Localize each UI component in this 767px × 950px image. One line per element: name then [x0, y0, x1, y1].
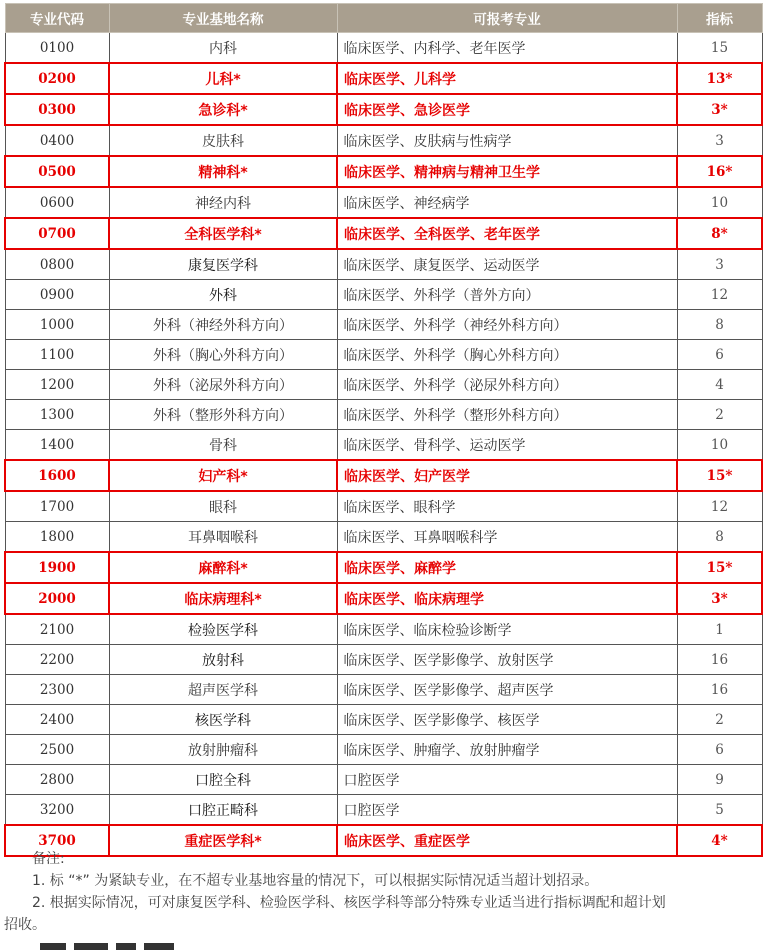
cell-spec: 临床医学、医学影像学、超声医学	[337, 675, 677, 705]
cell-spec: 临床医学、康复医学、运动医学	[337, 249, 677, 280]
cell-quota: 15	[677, 33, 762, 64]
cell-name: 康复医学科	[109, 249, 337, 280]
cell-name: 外科（神经外科方向）	[109, 310, 337, 340]
cell-name: 皮肤科	[109, 125, 337, 156]
cell-code: 1200	[5, 370, 109, 400]
notes	[4, 848, 761, 936]
cell-code: 2200	[5, 645, 109, 675]
cell-spec: 临床医学、肿瘤学、放射肿瘤学	[337, 735, 677, 765]
cell-spec: 临床医学、外科学（神经外科方向）	[337, 310, 677, 340]
cell-quota: 3*	[677, 94, 762, 125]
cell-quota: 16*	[677, 156, 762, 187]
cell-quota: 3*	[677, 583, 762, 614]
cell-name: 骨科	[109, 430, 337, 461]
cell-name: 超声医学科	[109, 675, 337, 705]
cell-spec: 临床医学、临床检验诊断学	[337, 614, 677, 645]
cell-spec: 临床医学、外科学（胸心外科方向）	[337, 340, 677, 370]
cell-quota: 10	[677, 430, 762, 461]
cell-code: 3700	[5, 825, 109, 856]
table-body	[5, 33, 762, 857]
cell-spec: 临床医学、医学影像学、核医学	[337, 705, 677, 735]
cell-quota: 16	[677, 675, 762, 705]
cell-spec: 临床医学、眼科学	[337, 491, 677, 522]
cell-code: 1900	[5, 552, 109, 583]
cell-code: 1000	[5, 310, 109, 340]
cell-quota: 4	[677, 370, 762, 400]
note-2-line-2: 招收。	[4, 917, 46, 933]
note-2-line-1: 2. 根据实际情况，可对康复医学科、检验医学科、核医学科等部分特殊专业适当进行指标调配和超计划	[32, 895, 666, 911]
notes-title: 备注:	[32, 851, 65, 867]
cell-spec: 临床医学、耳鼻咽喉科学	[337, 522, 677, 553]
cell-code: 0300	[5, 94, 109, 125]
table-row	[5, 187, 762, 218]
cell-code: 1300	[5, 400, 109, 430]
cell-spec: 临床医学、内科学、老年医学	[337, 33, 677, 64]
cell-code: 1700	[5, 491, 109, 522]
note-1: 1. 标 “*” 为紧缺专业，在不超专业基地容量的情况下，可以根据实际情况适当超计划招录。	[32, 873, 599, 889]
cell-code: 0900	[5, 280, 109, 310]
table-row	[5, 400, 762, 430]
cell-quota: 8	[677, 522, 762, 553]
cell-name: 检验医学科	[109, 614, 337, 645]
cell-name: 放射科	[109, 645, 337, 675]
table-header-row	[5, 4, 762, 33]
table-row	[5, 675, 762, 705]
cell-name: 放射肿瘤科	[109, 735, 337, 765]
cell-name: 口腔全科	[109, 765, 337, 795]
quota-table	[4, 3, 763, 857]
table-row	[5, 552, 762, 583]
table-row	[5, 340, 762, 370]
cell-quota: 1	[677, 614, 762, 645]
table-row	[5, 125, 762, 156]
table-row	[5, 460, 762, 491]
cell-quota: 5	[677, 795, 762, 826]
header-quota: 指标	[677, 4, 762, 33]
cell-code: 1600	[5, 460, 109, 491]
cell-spec: 临床医学、重症医学	[337, 825, 677, 856]
table-row	[5, 249, 762, 280]
cell-name: 临床病理科*	[109, 583, 337, 614]
cell-spec: 临床医学、临床病理学	[337, 583, 677, 614]
cell-code: 0800	[5, 249, 109, 280]
cell-name: 急诊科*	[109, 94, 337, 125]
cell-spec: 口腔医学	[337, 765, 677, 795]
cell-quota: 6	[677, 340, 762, 370]
cell-name: 麻醉科*	[109, 552, 337, 583]
table-row	[5, 614, 762, 645]
cell-quota: 12	[677, 491, 762, 522]
cell-quota: 2	[677, 705, 762, 735]
cell-code: 0200	[5, 63, 109, 94]
table-row	[5, 491, 762, 522]
table-row	[5, 370, 762, 400]
cell-name: 口腔正畸科	[109, 795, 337, 826]
table-row	[5, 645, 762, 675]
cell-spec: 临床医学、外科学（普外方向）	[337, 280, 677, 310]
cell-spec: 临床医学、神经病学	[337, 187, 677, 218]
table-row	[5, 430, 762, 461]
cell-quota: 8	[677, 310, 762, 340]
cell-quota: 12	[677, 280, 762, 310]
cell-name: 重症医学科*	[109, 825, 337, 856]
table-row	[5, 795, 762, 826]
cell-code: 1100	[5, 340, 109, 370]
cell-quota: 6	[677, 735, 762, 765]
cell-name: 精神科*	[109, 156, 337, 187]
cell-code: 0600	[5, 187, 109, 218]
cell-name: 外科（整形外科方向）	[109, 400, 337, 430]
cell-name: 儿科*	[109, 63, 337, 94]
cell-quota: 8*	[677, 218, 762, 249]
cell-code: 0700	[5, 218, 109, 249]
cell-code: 3200	[5, 795, 109, 826]
cell-spec: 临床医学、全科医学、老年医学	[337, 218, 677, 249]
cell-name: 外科	[109, 280, 337, 310]
table-row	[5, 705, 762, 735]
table-row	[5, 735, 762, 765]
cell-name: 眼科	[109, 491, 337, 522]
cell-code: 1400	[5, 430, 109, 461]
cell-quota: 3	[677, 249, 762, 280]
table-row	[5, 33, 762, 64]
cell-quota: 15*	[677, 460, 762, 491]
cell-spec: 临床医学、医学影像学、放射医学	[337, 645, 677, 675]
cell-name: 内科	[109, 33, 337, 64]
cell-spec: 临床医学、急诊医学	[337, 94, 677, 125]
cell-name: 妇产科*	[109, 460, 337, 491]
cell-spec: 临床医学、儿科学	[337, 63, 677, 94]
cell-name: 全科医学科*	[109, 218, 337, 249]
cell-code: 0500	[5, 156, 109, 187]
cell-quota: 9	[677, 765, 762, 795]
cell-quota: 13*	[677, 63, 762, 94]
cell-code: 2500	[5, 735, 109, 765]
cell-spec: 口腔医学	[337, 795, 677, 826]
cell-spec: 临床医学、妇产医学	[337, 460, 677, 491]
cell-spec: 临床医学、麻醉学	[337, 552, 677, 583]
cell-name: 外科（胸心外科方向）	[109, 340, 337, 370]
cell-code: 2800	[5, 765, 109, 795]
header-spec: 可报考专业	[337, 4, 677, 33]
cell-quota: 10	[677, 187, 762, 218]
table-row	[5, 156, 762, 187]
cell-code: 0400	[5, 125, 109, 156]
table-row	[5, 583, 762, 614]
cell-code: 1800	[5, 522, 109, 553]
cell-name: 外科（泌尿外科方向）	[109, 370, 337, 400]
header-code: 专业代码	[5, 4, 109, 33]
table-row	[5, 765, 762, 795]
cell-quota: 15*	[677, 552, 762, 583]
cell-code: 2400	[5, 705, 109, 735]
cell-name: 耳鼻咽喉科	[109, 522, 337, 553]
cutoff-text-fragment	[40, 938, 260, 950]
table-row	[5, 310, 762, 340]
cell-name: 神经内科	[109, 187, 337, 218]
cell-quota: 3	[677, 125, 762, 156]
table-row	[5, 218, 762, 249]
cell-spec: 临床医学、外科学（泌尿外科方向）	[337, 370, 677, 400]
cell-name: 核医学科	[109, 705, 337, 735]
table-row	[5, 522, 762, 553]
cell-code: 2100	[5, 614, 109, 645]
cell-spec: 临床医学、精神病与精神卫生学	[337, 156, 677, 187]
cell-spec: 临床医学、外科学（整形外科方向）	[337, 400, 677, 430]
cell-quota: 16	[677, 645, 762, 675]
table-row	[5, 280, 762, 310]
cell-code: 2300	[5, 675, 109, 705]
cell-quota: 4*	[677, 825, 762, 856]
cell-spec: 临床医学、骨科学、运动医学	[337, 430, 677, 461]
cell-code: 2000	[5, 583, 109, 614]
table-row	[5, 63, 762, 94]
header-name: 专业基地名称	[109, 4, 337, 33]
table-row	[5, 94, 762, 125]
cell-quota: 2	[677, 400, 762, 430]
cell-spec: 临床医学、皮肤病与性病学	[337, 125, 677, 156]
cell-code: 0100	[5, 33, 109, 64]
